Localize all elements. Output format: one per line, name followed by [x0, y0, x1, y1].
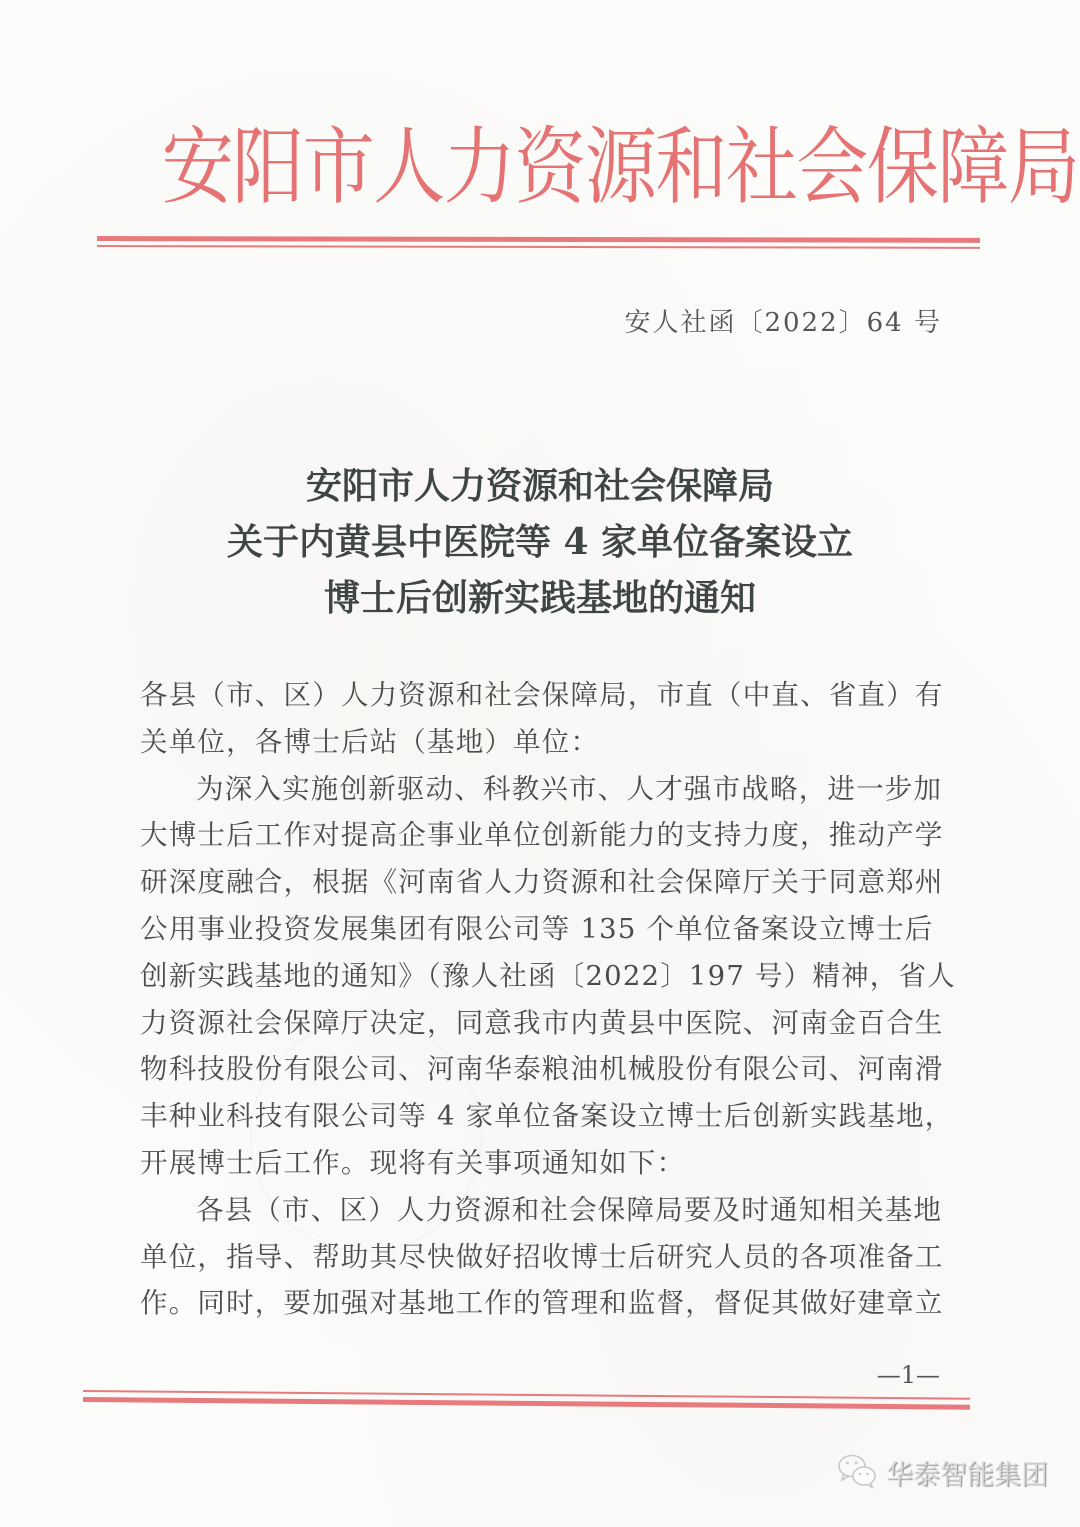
- document-body: [140, 672, 956, 1327]
- title-line-3: 博士后创新实践基地的通知: [323, 577, 756, 619]
- body-line: 各县（市、区）人力资源和社会保障局要及时通知相关基地: [196, 1193, 943, 1226]
- document-title: [140, 458, 940, 626]
- wechat-watermark: [836, 1452, 1048, 1492]
- body-line: 作。同时，要加强对基地工作的管理和监督，督促其做好建章立: [140, 1287, 944, 1320]
- body-line: 大博士后工作对提高企事业单位创新能力的支持力度，推动产学: [140, 819, 944, 852]
- watermark-text: 华泰智能集团: [886, 1459, 1048, 1491]
- document-number: 安人社函〔2022〕64 号: [624, 308, 942, 338]
- body-line: 各县（市、区）人力资源和社会保障局，市直（中直、省直）有: [140, 679, 944, 711]
- title-line-1: 安阳市人力资源和社会保障局: [305, 465, 774, 507]
- letterhead-issuer: 安阳市人力资源和社会保障局: [161, 118, 1079, 216]
- wechat-icon: [836, 1452, 880, 1492]
- letterhead-rule-thin: [97, 245, 980, 249]
- footer-rule-thick: [83, 1397, 970, 1410]
- body-line: 开展博士后工作。现将有关事项通知如下：: [140, 1146, 686, 1179]
- body-line: 单位，指导、帮助其尽快做好招收博士后研究人员的各项准备工: [140, 1240, 944, 1273]
- page-number: —1—: [876, 1361, 940, 1389]
- body-line: 物科技股份有限公司、河南华泰粮油机械股份有限公司、河南滑: [140, 1053, 944, 1086]
- letterhead-rule-thick: [97, 236, 980, 243]
- body-line: 关单位，各博士后站（基地）单位：: [140, 725, 600, 758]
- body-line: 力资源社会保障厅决定，同意我市内黄县中医院、河南金百合生: [140, 1006, 944, 1039]
- body-line: 丰种业科技有限公司等 4 家单位备案设立博士后创新实践基地，: [140, 1100, 954, 1133]
- body-line: 创新实践基地的通知》（豫人社函〔2022〕197 号）精神，省人: [140, 959, 956, 992]
- body-line: 为深入实施创新驱动、科教兴市、人才强市战略，进一步加: [196, 772, 943, 805]
- body-line: 公用事业投资发展集团有限公司等 135 个单位备案设立博士后: [140, 912, 934, 945]
- body-line: 研深度融合，根据《河南省人力资源和社会保障厅关于同意郑州: [140, 866, 944, 899]
- title-line-2: 关于内黄县中医院等 4 家单位备案设立: [226, 521, 854, 563]
